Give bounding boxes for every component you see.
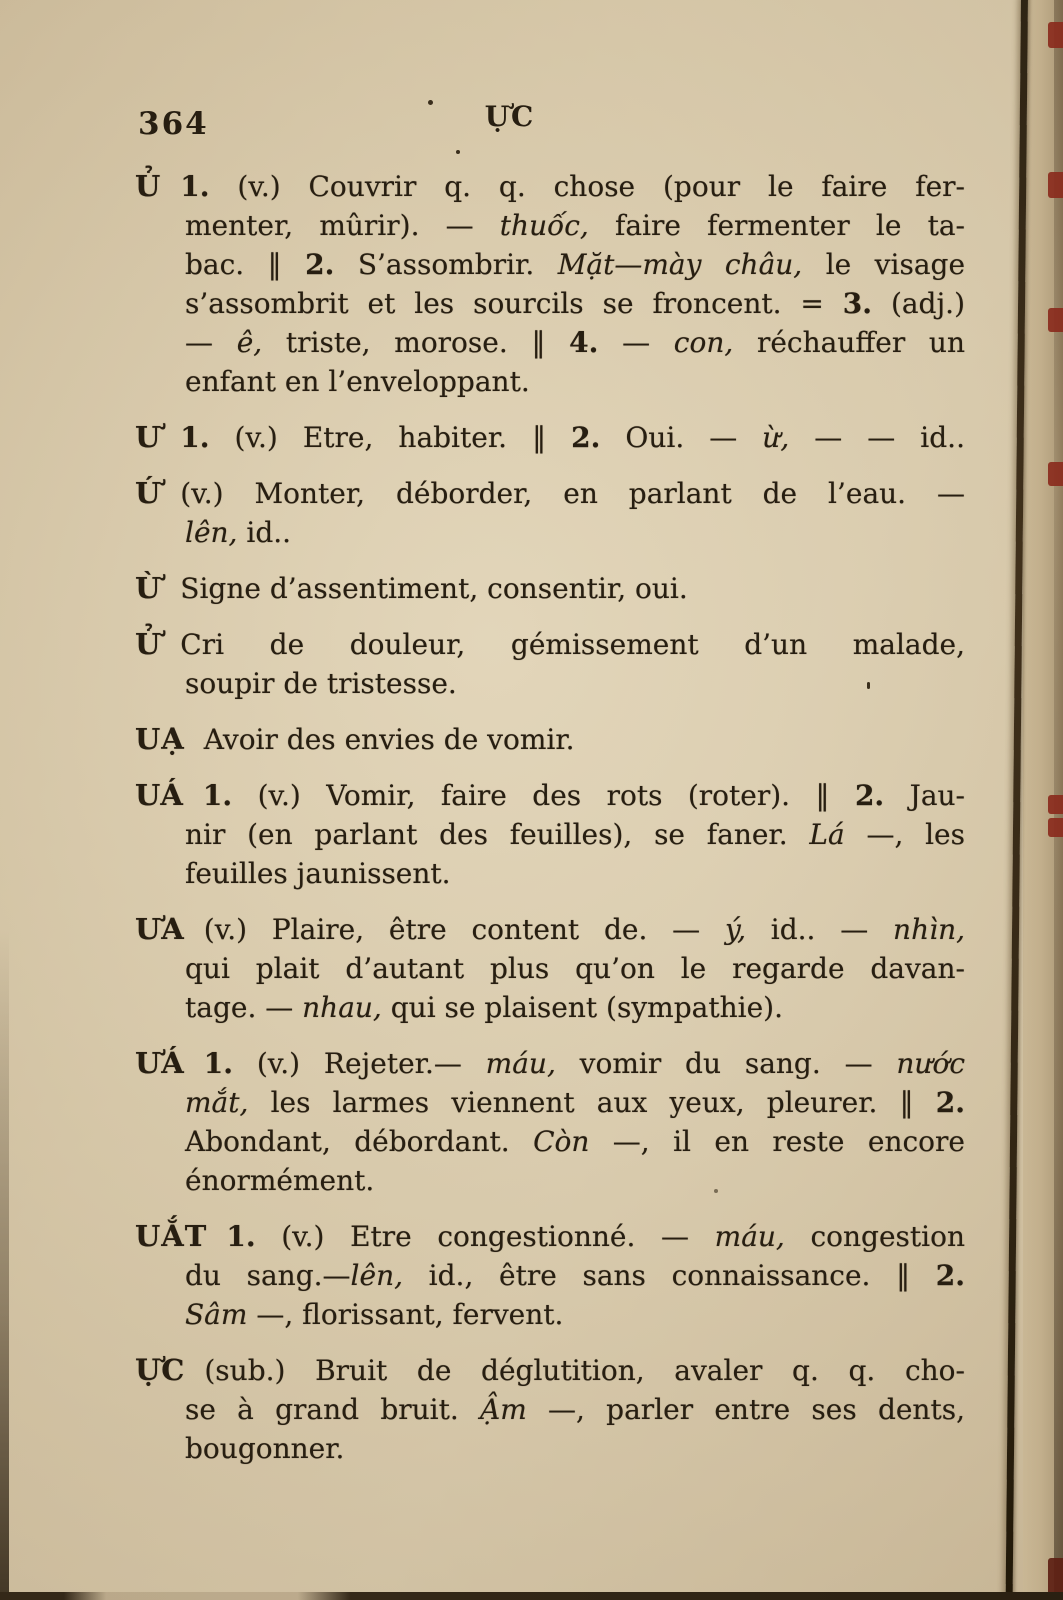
text-segment: triste, morose. ‖ <box>262 326 570 359</box>
entry-line <box>185 664 965 703</box>
edge-red-stain <box>1048 172 1063 198</box>
text-segment: Lá <box>809 818 845 851</box>
text-segment: id.. <box>237 516 292 549</box>
text-segment: soupir de tristesse. <box>185 667 457 700</box>
entry-line <box>135 1351 965 1390</box>
headword: UẮT <box>135 1219 208 1253</box>
text-segment: réchauffer un <box>733 326 965 359</box>
text-segment: congestion <box>784 1220 965 1253</box>
headword: Ử <box>135 627 162 661</box>
entry-line <box>185 245 965 284</box>
headword: Ủ <box>135 169 162 203</box>
text-segment: Sâm <box>185 1298 248 1331</box>
text-segment: Oui. — <box>600 421 763 454</box>
text-segment: (sub.) Bruit de déglutition, avaler q. q. cho- <box>204 1354 965 1387</box>
entry-line <box>135 474 965 513</box>
text-segment: thuốc, <box>499 209 589 242</box>
text-segment: (adj.) <box>872 287 965 320</box>
text-segment: nước <box>896 1047 965 1080</box>
page-number: 364 <box>138 106 209 142</box>
text-segment: 2. <box>305 248 335 281</box>
edge-red-stain <box>1048 795 1063 814</box>
text-segment: 1. <box>180 170 210 203</box>
edge-red-stain <box>1048 22 1063 48</box>
text-segment: (v.) Couvrir q. q. chose (pour le faire fer- <box>209 170 965 203</box>
text-segment: 1. <box>180 421 210 454</box>
entry-line <box>135 569 965 608</box>
headword: ƯA <box>135 912 185 946</box>
entry-line <box>135 625 965 664</box>
text-segment: —, florissant, fervent. <box>247 1298 564 1331</box>
paper-speck <box>867 682 870 689</box>
headword: ƯÁ <box>135 1046 185 1080</box>
text-segment: vomir du sang. — <box>555 1047 897 1080</box>
entry-line <box>185 1295 965 1334</box>
text-segment: Signe d’assentiment, consentir, oui. <box>180 572 688 605</box>
text-segment: 1. <box>203 1047 234 1080</box>
dictionary-entry <box>135 167 965 401</box>
headword: UÁ <box>135 778 184 812</box>
text-segment: 2. <box>935 1259 965 1292</box>
entry-line <box>135 167 965 206</box>
text-segment: nir (en parlant des feuilles), se faner. <box>185 818 810 851</box>
text-segment: 2. <box>571 421 601 454</box>
text-segment: Avoir des envies de vomir. <box>203 723 575 756</box>
edge-red-stain <box>1048 818 1063 837</box>
text-segment: feuilles jaunissent. <box>185 857 451 890</box>
entry-line <box>185 988 965 1027</box>
entry-line <box>135 1217 965 1256</box>
text-segment: 3. <box>842 287 873 320</box>
entry-line <box>185 1429 965 1468</box>
text-segment: Mặt—mày châu, <box>557 248 803 281</box>
text-segment: Abondant, débordant. <box>185 1125 534 1158</box>
text-segment: ê, <box>236 326 263 359</box>
text-segment: qui se plaisent (sympathie). <box>381 991 783 1024</box>
entry-line <box>185 1083 965 1122</box>
text-segment: enfant en l’enveloppant. <box>185 365 530 398</box>
text-segment: énormément. <box>185 1164 375 1197</box>
entry-line <box>135 910 966 949</box>
text-segment: (v.) Rejeter.— <box>233 1047 486 1080</box>
entry-line <box>135 776 966 815</box>
text-segment: — <box>185 326 237 359</box>
text-segment: faire fermenter le ta- <box>588 209 965 242</box>
paper-speck <box>714 1189 718 1193</box>
dictionary-entry <box>135 910 965 1027</box>
text-segment: nhìn, <box>893 913 966 946</box>
entry-line <box>185 362 965 401</box>
dictionary-entry <box>135 720 965 759</box>
text-segment: con, <box>673 326 734 359</box>
paper-speck <box>428 100 433 105</box>
entry-line <box>185 854 965 893</box>
dictionary-entry <box>135 569 965 608</box>
text-segment: du sang.— <box>185 1259 351 1292</box>
text-segment: 1. <box>202 779 233 812</box>
text-segment: Jau- <box>884 779 966 812</box>
text-segment: qui plait d’autant plus qu’on le regarde davan- <box>185 952 965 985</box>
text-segment: 4. <box>569 326 599 359</box>
text-segment: lên, <box>185 516 238 549</box>
text-segment: (v.) Etre congestionné. — <box>255 1220 715 1253</box>
text-segment: s’assombrit et les sourcils se froncent. = <box>185 287 843 320</box>
entry-line <box>135 1044 965 1083</box>
text-segment: Ậm <box>480 1393 527 1426</box>
text-segment: 2. <box>854 779 885 812</box>
entry-list <box>135 167 965 1485</box>
text-segment: Còn <box>533 1125 590 1158</box>
text-segment: —, il en reste encore <box>589 1125 965 1158</box>
page-bottom-edge <box>0 1592 1063 1600</box>
paper-speck <box>456 150 460 154</box>
dictionary-entry <box>135 625 965 703</box>
text-segment: — <box>598 326 674 359</box>
text-segment: le visage <box>802 248 966 281</box>
text-segment: tage. — <box>185 991 303 1024</box>
text-segment: bac. ‖ <box>185 248 306 281</box>
text-segment: — — id.. <box>789 421 965 454</box>
entry-line <box>185 323 965 362</box>
text-segment: 1. <box>226 1220 256 1253</box>
headword: Ứ <box>135 476 162 510</box>
dictionary-entry <box>135 776 965 893</box>
edge-red-stain <box>1048 462 1063 486</box>
text-segment: 2. <box>935 1086 965 1119</box>
headword: Ư <box>135 420 162 454</box>
text-segment: (v.) Plaire, être content de. — <box>203 913 725 946</box>
text-segment: ừ, <box>762 421 790 454</box>
entry-line <box>185 284 965 323</box>
text-segment: se à grand bruit. <box>185 1393 481 1426</box>
text-segment: (v.) Monter, déborder, en parlant de l’eau. — <box>180 477 965 510</box>
entry-line <box>185 1122 965 1161</box>
text-segment: (v.) Vomir, faire des rots (roter). ‖ <box>232 779 855 812</box>
entry-line <box>185 206 965 245</box>
text-segment: (v.) Etre, habiter. ‖ <box>209 421 572 454</box>
text-segment: máu, <box>714 1220 785 1253</box>
entry-line <box>185 1256 965 1295</box>
text-segment: mắt, <box>185 1086 249 1119</box>
text-segment: Cri de douleur, gémissement d’un malade, <box>180 628 965 661</box>
text-segment: nhau, <box>302 991 382 1024</box>
dictionary-entry <box>135 474 965 552</box>
headword: UẠ <box>135 722 185 756</box>
entry-line <box>185 815 965 854</box>
text-segment: ý, <box>724 913 746 946</box>
dictionary-entry <box>135 1044 965 1200</box>
dictionary-entry <box>135 1217 965 1334</box>
running-header: ỰC <box>484 100 536 133</box>
dictionary-entry <box>135 418 965 457</box>
text-segment: lên, <box>350 1259 404 1292</box>
entry-line <box>185 949 965 988</box>
text-segment: S’assombrir. <box>334 248 558 281</box>
text-segment: —, les <box>844 818 965 851</box>
text-segment: menter, mûrir). — <box>185 209 500 242</box>
entry-line <box>185 1161 965 1200</box>
page-left-shadow <box>0 0 9 1600</box>
text-segment: —, parler entre ses dents, <box>526 1393 965 1426</box>
entry-line <box>185 513 965 552</box>
text-segment: máu, <box>485 1047 556 1080</box>
headword: ỰC <box>135 1353 186 1387</box>
entry-line <box>185 1390 965 1429</box>
dictionary-entry <box>135 1351 965 1468</box>
text-segment: les larmes viennent aux yeux, pleurer. ‖ <box>248 1086 936 1119</box>
entry-line <box>135 720 965 759</box>
text-segment: id.. — <box>745 913 894 946</box>
headword: Ừ <box>135 571 162 605</box>
text-segment: id., être sans connaissance. ‖ <box>403 1259 936 1292</box>
entry-line <box>135 418 965 457</box>
text-segment: bougonner. <box>185 1432 345 1465</box>
edge-red-stain <box>1048 308 1063 332</box>
